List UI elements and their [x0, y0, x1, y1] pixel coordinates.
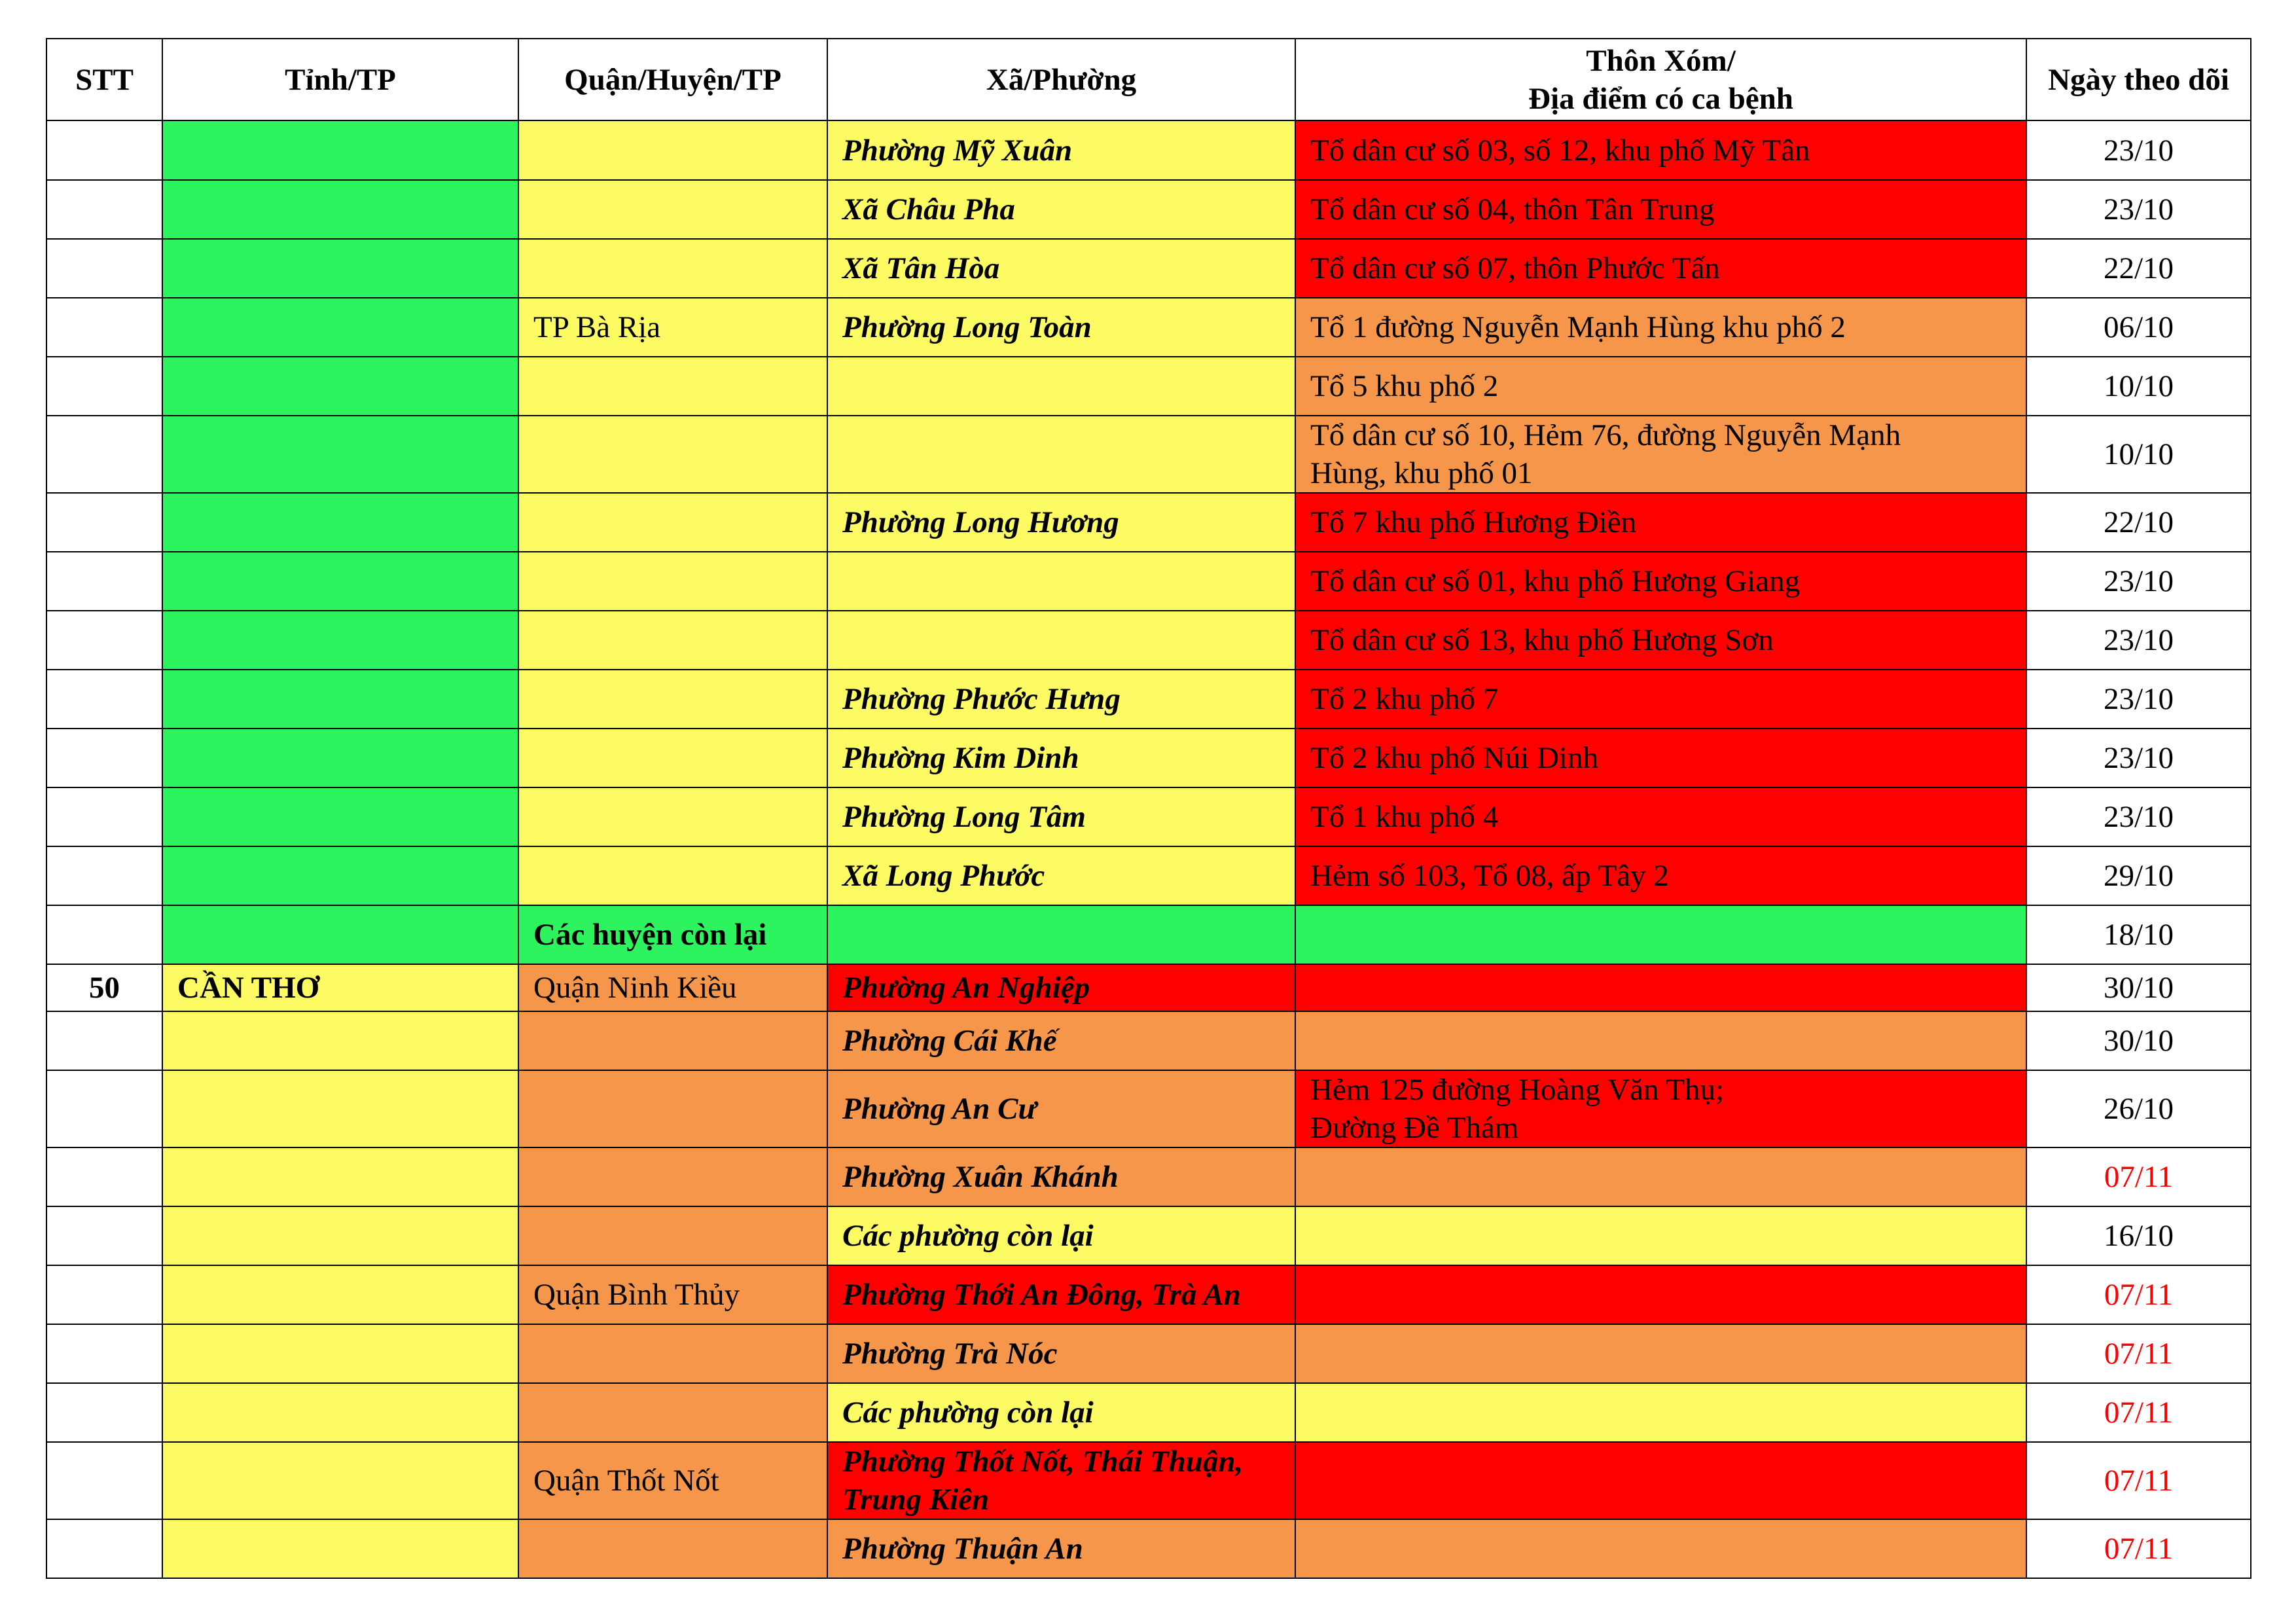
cell-district [518, 1147, 827, 1206]
table-row [46, 905, 2251, 964]
cell-location [1295, 1070, 2026, 1147]
table-row [46, 298, 2251, 357]
cell-province [162, 493, 518, 552]
cell-location [1295, 1147, 2026, 1206]
cell-stt [46, 1383, 162, 1442]
cell-district [518, 357, 827, 416]
cell-date: 07/11 [2026, 1519, 2251, 1578]
covid-zone-table [46, 38, 2251, 1579]
cell-location-line1: Hẻm 125 đường Hoàng Văn Thụ; [1310, 1073, 1725, 1107]
cell-date: 22/10 [2026, 493, 2251, 552]
cell-location: Tổ dân cư số 04, thôn Tân Trung [1295, 180, 2026, 239]
cell-location: Tổ 7 khu phố Hương Điền [1295, 493, 2026, 552]
cell-location [1295, 1324, 2026, 1383]
cell-stt [46, 180, 162, 239]
cell-stt [46, 416, 162, 493]
cell-ward [827, 905, 1295, 964]
cell-date: 10/10 [2026, 416, 2251, 493]
cell-location: Tổ dân cư số 03, số 12, khu phố Mỹ Tân [1295, 120, 2026, 180]
cell-ward: Phường Long Toàn [827, 298, 1295, 357]
cell-province [162, 905, 518, 964]
cell-district [518, 552, 827, 611]
cell-ward: Phường Kim Dinh [827, 729, 1295, 787]
cell-ward: Xã Long Phước [827, 846, 1295, 905]
cell-stt [46, 729, 162, 787]
cell-stt [46, 787, 162, 846]
cell-stt [46, 298, 162, 357]
cell-date: 23/10 [2026, 670, 2251, 729]
table-row [46, 787, 2251, 846]
cell-province [162, 120, 518, 180]
cell-ward: Phường Thuận An [827, 1519, 1295, 1578]
cell-district [518, 416, 827, 493]
cell-stt [46, 1442, 162, 1519]
cell-province [162, 1070, 518, 1147]
cell-district [518, 1011, 827, 1070]
cell-date: 22/10 [2026, 239, 2251, 298]
cell-date: 16/10 [2026, 1206, 2251, 1265]
cell-province [162, 1147, 518, 1206]
cell-stt [46, 1070, 162, 1147]
cell-province [162, 357, 518, 416]
table-row [46, 1070, 2251, 1147]
cell-province [162, 180, 518, 239]
table-row [46, 1519, 2251, 1578]
cell-date: 07/11 [2026, 1324, 2251, 1383]
cell-location [1295, 905, 2026, 964]
cell-district [518, 670, 827, 729]
cell-stt [46, 1147, 162, 1206]
cell-province [162, 1324, 518, 1383]
cell-location: Tổ 5 khu phố 2 [1295, 357, 2026, 416]
header-stt: STT [46, 39, 162, 120]
cell-district [518, 120, 827, 180]
cell-stt [46, 1324, 162, 1383]
cell-date: 06/10 [2026, 298, 2251, 357]
cell-province [162, 846, 518, 905]
table-row [46, 964, 2251, 1011]
table-row [46, 1147, 2251, 1206]
cell-location [1295, 1206, 2026, 1265]
table-row [46, 493, 2251, 552]
cell-location: Tổ 2 khu phố Núi Dinh [1295, 729, 2026, 787]
cell-location-line2: Hùng, khu phố 01 [1310, 456, 1533, 490]
cell-province [162, 552, 518, 611]
cell-ward [827, 1442, 1295, 1519]
cell-province [162, 1519, 518, 1578]
cell-province: CẦN THƠ [162, 964, 518, 1011]
cell-date: 07/11 [2026, 1265, 2251, 1324]
cell-stt [46, 493, 162, 552]
header-location-line2: Địa điểm có ca bệnh [1528, 81, 1793, 116]
header-location [1295, 39, 2026, 120]
table-row [46, 1442, 2251, 1519]
cell-district [518, 1206, 827, 1265]
cell-stt [46, 1011, 162, 1070]
cell-ward: Phường Xuân Khánh [827, 1147, 1295, 1206]
cell-province [162, 670, 518, 729]
cell-ward: Xã Châu Pha [827, 180, 1295, 239]
cell-province [162, 298, 518, 357]
cell-ward-line1: Phường Thốt Nốt, Thái Thuận, [842, 1445, 1244, 1479]
cell-province [162, 787, 518, 846]
cell-location [1295, 1011, 2026, 1070]
cell-stt [46, 611, 162, 670]
cell-ward: Các phường còn lại [827, 1206, 1295, 1265]
cell-date: 23/10 [2026, 120, 2251, 180]
cell-district [518, 787, 827, 846]
cell-province [162, 416, 518, 493]
cell-ward [827, 611, 1295, 670]
cell-stt [46, 552, 162, 611]
cell-district [518, 493, 827, 552]
cell-stt [46, 670, 162, 729]
cell-ward-line2: Trung Kiên [842, 1483, 990, 1517]
cell-province [162, 1383, 518, 1442]
cell-stt [46, 357, 162, 416]
cell-district [518, 1383, 827, 1442]
cell-ward [827, 357, 1295, 416]
cell-location-line1: Tổ dân cư số 10, Hẻm 76, đường Nguyễn Mạnh [1310, 418, 1901, 452]
table-row [46, 239, 2251, 298]
cell-ward: Phường Phước Hưng [827, 670, 1295, 729]
cell-ward: Phường Long Tâm [827, 787, 1295, 846]
cell-district: Quận Thốt Nốt [518, 1442, 827, 1519]
cell-location [1295, 1265, 2026, 1324]
cell-location [1295, 1442, 2026, 1519]
cell-ward: Phường Thới An Đông, Trà An [827, 1265, 1295, 1324]
table-row [46, 180, 2251, 239]
cell-ward: Phường Mỹ Xuân [827, 120, 1295, 180]
cell-location [1295, 964, 2026, 1011]
cell-district: Các huyện còn lại [518, 905, 827, 964]
cell-location: Tổ 2 khu phố 7 [1295, 670, 2026, 729]
cell-ward: Phường An Cư [827, 1070, 1295, 1147]
cell-stt [46, 1265, 162, 1324]
cell-date: 18/10 [2026, 905, 2251, 964]
cell-province [162, 1265, 518, 1324]
cell-district: Quận Ninh Kiều [518, 964, 827, 1011]
cell-district [518, 611, 827, 670]
cell-stt [46, 905, 162, 964]
cell-stt: 50 [46, 964, 162, 1011]
table-row [46, 120, 2251, 180]
cell-location: Tổ dân cư số 01, khu phố Hương Giang [1295, 552, 2026, 611]
cell-ward: Phường An Nghiệp [827, 964, 1295, 1011]
table-row [46, 670, 2251, 729]
cell-district [518, 729, 827, 787]
cell-province [162, 239, 518, 298]
table-row [46, 1011, 2251, 1070]
cell-location: Hẻm số 103, Tổ 08, ấp Tây 2 [1295, 846, 2026, 905]
cell-district: Quận Bình Thủy [518, 1265, 827, 1324]
table-row [46, 1265, 2251, 1324]
cell-location-line2: Đường Đề Thám [1310, 1111, 1519, 1145]
cell-ward: Phường Long Hương [827, 493, 1295, 552]
cell-date: 10/10 [2026, 357, 2251, 416]
cell-district [518, 846, 827, 905]
cell-stt [46, 120, 162, 180]
cell-province [162, 729, 518, 787]
table-row [46, 1206, 2251, 1265]
cell-date: 07/11 [2026, 1442, 2251, 1519]
cell-location: Tổ dân cư số 13, khu phố Hương Sơn [1295, 611, 2026, 670]
cell-date: 30/10 [2026, 1011, 2251, 1070]
cell-ward: Phường Cái Khế [827, 1011, 1295, 1070]
cell-date: 23/10 [2026, 787, 2251, 846]
cell-location: Tổ dân cư số 07, thôn Phước Tấn [1295, 239, 2026, 298]
cell-stt [46, 239, 162, 298]
cell-province [162, 611, 518, 670]
cell-location [1295, 1383, 2026, 1442]
cell-location: Tổ 1 đường Nguyễn Mạnh Hùng khu phố 2 [1295, 298, 2026, 357]
cell-ward: Các phường còn lại [827, 1383, 1295, 1442]
header-ward: Xã/Phường [827, 39, 1295, 120]
cell-province [162, 1011, 518, 1070]
table-row [46, 846, 2251, 905]
cell-date: 23/10 [2026, 729, 2251, 787]
cell-date: 29/10 [2026, 846, 2251, 905]
header-location-line1: Thôn Xóm/ [1586, 43, 1736, 78]
cell-date: 07/11 [2026, 1147, 2251, 1206]
cell-stt [46, 1519, 162, 1578]
cell-stt [46, 846, 162, 905]
cell-province [162, 1442, 518, 1519]
cell-district [518, 1070, 827, 1147]
table-row [46, 611, 2251, 670]
cell-stt [46, 1206, 162, 1265]
cell-date: 23/10 [2026, 611, 2251, 670]
cell-district [518, 239, 827, 298]
table-row [46, 552, 2251, 611]
header-date: Ngày theo dõi [2026, 39, 2251, 120]
cell-ward [827, 552, 1295, 611]
header-row [46, 39, 2251, 120]
cell-ward: Xã Tân Hòa [827, 239, 1295, 298]
cell-date: 30/10 [2026, 964, 2251, 1011]
cell-ward: Phường Trà Nóc [827, 1324, 1295, 1383]
cell-province [162, 1206, 518, 1265]
cell-location [1295, 1519, 2026, 1578]
cell-location: Tổ 1 khu phố 4 [1295, 787, 2026, 846]
cell-district: TP Bà Rịa [518, 298, 827, 357]
cell-location [1295, 416, 2026, 493]
cell-ward [827, 416, 1295, 493]
cell-date: 26/10 [2026, 1070, 2251, 1147]
table-row [46, 729, 2251, 787]
header-district: Quận/Huyện/TP [518, 39, 827, 120]
header-province: Tỉnh/TP [162, 39, 518, 120]
cell-district [518, 1324, 827, 1383]
cell-date: 07/11 [2026, 1383, 2251, 1442]
table-row [46, 1324, 2251, 1383]
table-row [46, 357, 2251, 416]
cell-district [518, 180, 827, 239]
cell-date: 23/10 [2026, 180, 2251, 239]
table-row [46, 416, 2251, 493]
cell-district [518, 1519, 827, 1578]
table-row [46, 1383, 2251, 1442]
cell-date: 23/10 [2026, 552, 2251, 611]
